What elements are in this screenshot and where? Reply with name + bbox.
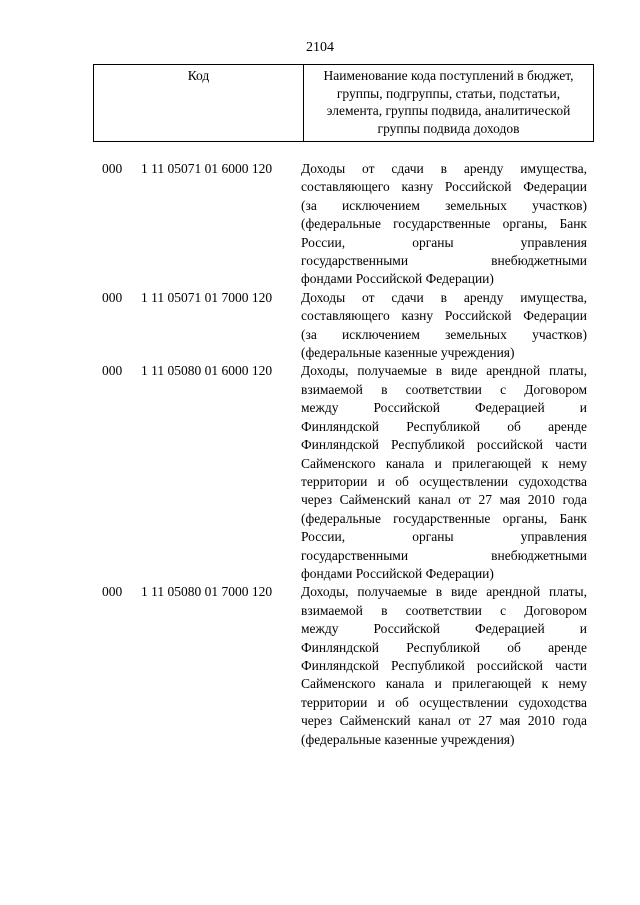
description-line: Сайменского канала и прилегающей к нему xyxy=(301,676,587,692)
header-name-column: Наименование кода поступлений в бюджет, группы, подгруппы, статьи, подстатьи, элемента, группы подвида, аналитической группы подвида доходов xyxy=(304,65,594,142)
description-line: Доходы, получаемые в виде арендной платы, xyxy=(301,584,587,600)
description-line: составляющего казну Российской Федерации xyxy=(301,308,587,324)
revenue-code: 1 11 05071 01 6000 120 xyxy=(141,161,273,176)
revenue-code: 1 11 05080 01 6000 120 xyxy=(141,363,273,379)
revenue-description xyxy=(301,160,587,289)
description-line: (федеральные государственные органы, Банк xyxy=(301,510,587,526)
revenue-code: 1 11 05071 01 7000 120 xyxy=(141,289,273,305)
table-row xyxy=(0,362,640,583)
table-row xyxy=(0,583,640,749)
table-row xyxy=(0,289,640,363)
revenue-description xyxy=(301,583,587,749)
revenue-code: 1 11 05080 01 7000 120 xyxy=(141,584,273,600)
description-line: Доходы от сдачи в аренду имущества, xyxy=(301,161,587,176)
table-body xyxy=(0,160,640,749)
description-line: Сайменского канала и прилегающей к нему xyxy=(301,455,587,471)
admin-code: 000 xyxy=(102,289,123,305)
revenue-description xyxy=(301,362,587,583)
description-line: через Сайменский канал от 27 мая 2010 года xyxy=(301,492,587,508)
table-row xyxy=(0,160,640,289)
description-line: составляющего казну Российской Федерации xyxy=(301,179,587,195)
description-line: территории и об осуществлении судоходства xyxy=(301,473,587,489)
description-line: (федеральные государственные органы, Банк xyxy=(301,216,587,232)
header-code-column: Код xyxy=(94,65,304,142)
description-line: государственными внебюджетными xyxy=(301,253,587,269)
description-line: взимаемой в соответствии с Договором xyxy=(301,381,587,397)
description-line: через Сайменский канал от 27 мая 2010 года xyxy=(301,713,587,729)
description-line: (федеральные казенные учреждения) xyxy=(301,731,515,747)
description-line: территории и об осуществлении судоходства xyxy=(301,694,587,710)
description-line: (за исключением земельных участков) xyxy=(301,197,587,213)
description-line: Финляндской Республикой об аренде xyxy=(301,418,587,434)
description-line: России, органы управления xyxy=(301,529,587,545)
description-line: Финляндской Республикой об аренде xyxy=(301,639,587,655)
description-line: (за исключением земельных участков) xyxy=(301,326,587,342)
description-line: фондами Российской Федерации) xyxy=(301,271,494,287)
description-line: между Российской Федерацией и xyxy=(301,621,587,637)
description-line: России, органы управления xyxy=(301,234,587,250)
revenue-description xyxy=(301,289,587,363)
description-line: государственными внебюджетными xyxy=(301,547,587,563)
description-line: взимаемой в соответствии с Договором xyxy=(301,602,587,618)
admin-code: 000 xyxy=(102,161,123,176)
description-line: Доходы, получаемые в виде арендной платы, xyxy=(301,363,587,379)
description-line: Финляндской Республикой российской части xyxy=(301,657,587,673)
admin-code: 000 xyxy=(102,363,123,379)
table-header xyxy=(93,64,594,142)
description-line: (федеральные казенные учреждения) xyxy=(301,345,515,361)
description-line: Доходы от сдачи в аренду имущества, xyxy=(301,289,587,305)
description-line: Финляндской Республикой российской части xyxy=(301,437,587,453)
page-number: 2104 xyxy=(306,40,334,55)
description-line: между Российской Федерацией и xyxy=(301,400,587,416)
admin-code: 000 xyxy=(102,584,123,600)
description-line: фондами Российской Федерации) xyxy=(301,565,494,581)
